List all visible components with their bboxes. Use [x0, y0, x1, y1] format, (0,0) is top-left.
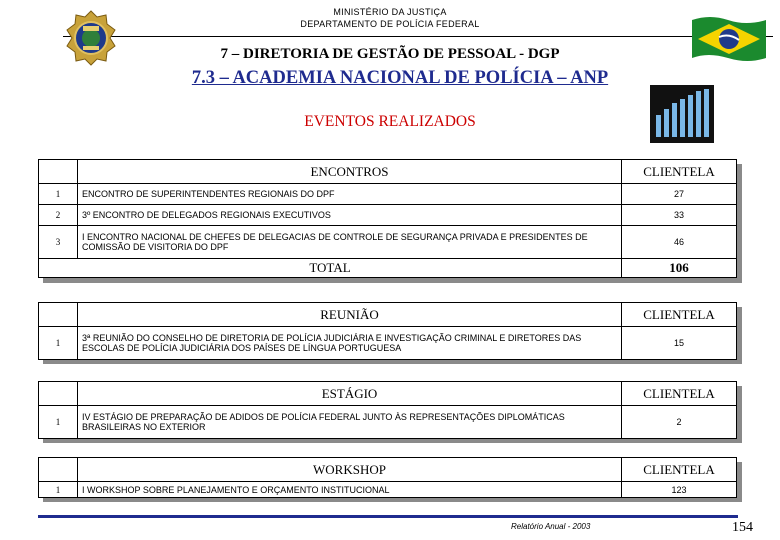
reuniao-col-header: CLIENTELA [622, 303, 737, 327]
row-value: 46 [622, 226, 737, 259]
header-blank [39, 160, 78, 184]
academy-title: 7.3 – ACADEMIA NACIONAL DE POLÍCIA – ANP [191, 68, 609, 88]
encontros-title: ENCONTROS [78, 160, 622, 184]
estagio-title: ESTÁGIO [78, 382, 622, 406]
row-description: 3º ENCONTRO DE DELEGADOS REGIONAIS EXECUTIVOS [78, 205, 622, 226]
header-blank [39, 458, 78, 482]
row-description: ENCONTRO DE SUPERINTENDENTES REGIONAIS DO DPF [78, 184, 622, 205]
row-number: 1 [39, 327, 78, 360]
table-row [39, 226, 737, 259]
total-row [39, 259, 737, 278]
row-number: 1 [39, 406, 78, 439]
row-number: 2 [39, 205, 78, 226]
row-number: 3 [39, 226, 78, 259]
row-value: 33 [622, 205, 737, 226]
reuniao-table [38, 302, 737, 360]
estagio-table [38, 381, 737, 439]
department-label: DEPARTAMENTO DE POLÍCIA FEDERAL [300, 19, 480, 29]
row-description: I WORKSHOP SOBRE PLANEJAMENTO E ORÇAMENTO INSTITUCIONAL [78, 482, 622, 498]
footer-rule [38, 515, 738, 518]
row-number: 1 [39, 482, 78, 498]
workshop-title: WORKSHOP [78, 458, 622, 482]
directorate-title: 7 – DIRETORIA DE GESTÃO DE PESSOAL - DGP [220, 46, 560, 62]
table-row [39, 327, 737, 360]
total-label: TOTAL [39, 259, 622, 278]
section-title: EVENTOS REALIZADOS [304, 113, 476, 130]
page-number: 154 [732, 520, 753, 535]
table-row [39, 406, 737, 439]
row-description: IV ESTÁGIO DE PREPARAÇÃO DE ADIDOS DE POLÍCIA FEDERAL JUNTO ÀS REPRESENTAÇÕES DIPLOMÁTICAS BRASILEIRAS NO EXTERIOR [78, 406, 622, 439]
workshop-col-header: CLIENTELA [622, 458, 737, 482]
workshop-table [38, 457, 737, 498]
encontros-col-header: CLIENTELA [622, 160, 737, 184]
table-row [39, 205, 737, 226]
row-value: 27 [622, 184, 737, 205]
encontros-table [38, 159, 737, 278]
table-row [39, 184, 737, 205]
row-value: 15 [622, 327, 737, 360]
ministry-label: MINISTÉRIO DA JUSTIÇA [333, 7, 447, 17]
header-blank [39, 382, 78, 406]
table-row [39, 482, 737, 498]
report-label: Relatório Anual - 2003 [511, 522, 591, 531]
reuniao-title: REUNIÃO [78, 303, 622, 327]
header-rule [63, 36, 773, 37]
row-number: 1 [39, 184, 78, 205]
total-value: 106 [622, 259, 737, 278]
estagio-col-header: CLIENTELA [622, 382, 737, 406]
row-description: I ENCONTRO NACIONAL DE CHEFES DE DELEGACIAS DE CONTROLE DE SEGURANÇA PRIVADA E PRESIDENTES DE COMISSÃO DE VISITORIA DO DPF [78, 226, 622, 259]
row-description: 3ª REUNIÃO DO CONSELHO DE DIRETORIA DE POLÍCIA JUDICIÁRIA E INVESTIGAÇÃO CRIMINAL E DIRETORES DAS ESCOLAS DE POLÍCIA JUDICIÁRIA DOS PAÍSES DE LÍNGUA PORTUGUESA [78, 327, 622, 360]
row-value: 123 [622, 482, 737, 498]
row-value: 2 [622, 406, 737, 439]
header-blank [39, 303, 78, 327]
